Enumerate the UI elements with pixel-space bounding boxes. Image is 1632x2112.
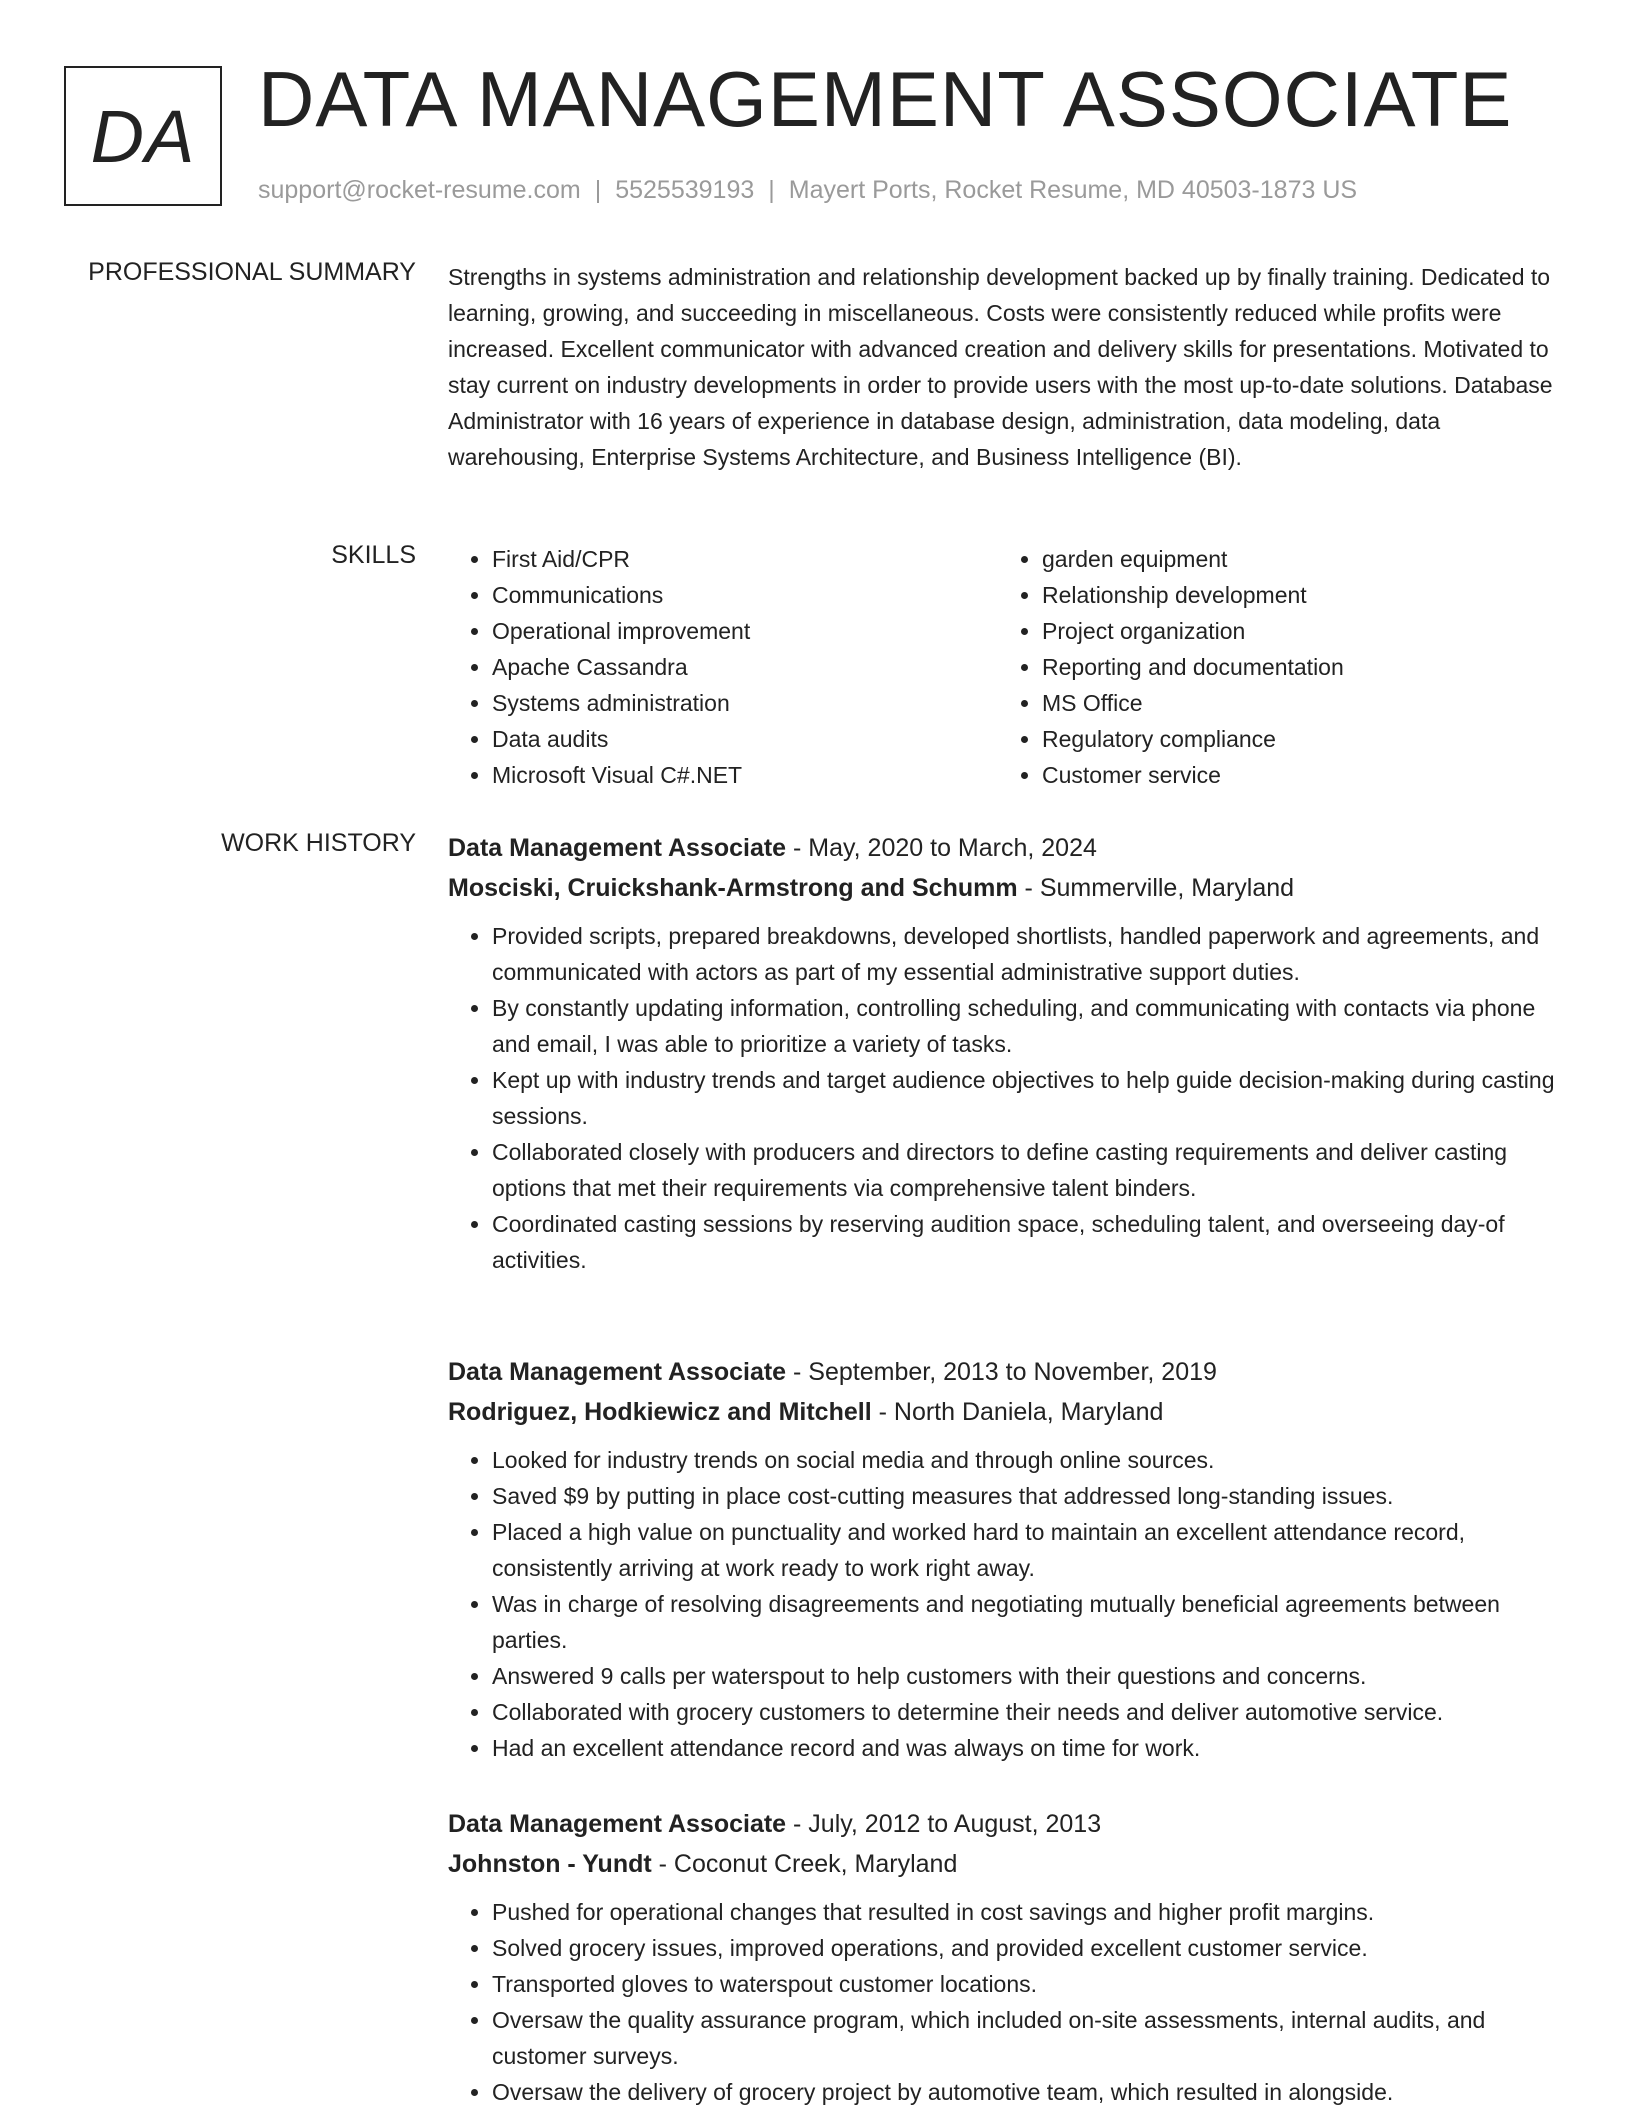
job-entry: [448, 1804, 1568, 2110]
dash: -: [786, 1810, 809, 1838]
dash: -: [786, 834, 809, 862]
skill-item: • Data audits: [492, 721, 998, 757]
job-title: Data Management Associate: [448, 1358, 787, 1386]
job-entry: [448, 828, 1568, 1278]
skill-item: • Regulatory compliance: [1042, 721, 1548, 757]
job-bullet: • Collaborated with grocery customers to determine their needs and deliver automotive service.: [492, 1694, 1568, 1730]
skill-item: • Operational improvement: [492, 613, 998, 649]
job-company: Johnston - Yundt: [448, 1850, 652, 1878]
job-bullet: • Kept up with industry trends and target audience objectives to help guide decision-making during casting sessions.: [492, 1062, 1568, 1134]
job-dates: July, 2012 to August, 2013: [808, 1810, 1102, 1838]
job-bullet: • Provided scripts, prepared breakdowns, developed shortlists, handled paperwork and agreements, and communicated with actors as part of my essential administrative support duties.: [492, 918, 1568, 990]
job-bullets: [448, 1442, 1568, 1766]
skill-item: • Reporting and documentation: [1042, 649, 1548, 685]
section-label-skills: SKILLS: [331, 541, 416, 569]
skill-item: • Microsoft Visual C#.NET: [492, 757, 998, 793]
skill-item: • garden equipment: [1042, 541, 1548, 577]
job-title: Data Management Associate: [448, 834, 787, 862]
section-label-summary: PROFESSIONAL SUMMARY: [88, 258, 416, 286]
summary-text: Strengths in systems administration and relationship development backed up by finally training. Dedicated to learning, growing, and succeeding in miscellaneous. Costs were consistently reduced while profits were increased. Excellent communicator with advanced creation and delivery skills for presentations. Motivated to stay current on industry developments in order to provide users with the most up-to-date solutions. Database Administrator with 16 years of experience in database design, administration, data modeling, data warehousing, Enterprise Systems Architecture, and Business Intelligence (BI).: [448, 264, 1553, 470]
dash: -: [651, 1850, 674, 1878]
job-bullet: • Oversaw the delivery of grocery project by automotive team, which resulted in alongside.: [492, 2074, 1568, 2110]
job-title: Data Management Associate: [448, 1810, 787, 1838]
contact-line: [258, 176, 1357, 205]
job-dates: September, 2013 to November, 2019: [808, 1358, 1217, 1386]
job-bullet: • Looked for industry trends on social media and through online sources.: [492, 1442, 1568, 1478]
skills-section: [448, 541, 1568, 793]
skill-item: • Systems administration: [492, 685, 998, 721]
job-title-line: [448, 1352, 1568, 1392]
job-bullet: • Placed a high value on punctuality and worked hard to maintain an excellent attendance record, consistently arriving at work ready to work right away.: [492, 1514, 1568, 1586]
job-company: Mosciski, Cruickshank-Armstrong and Schumm: [448, 874, 1018, 902]
skills-list-left: [448, 541, 998, 793]
contact-separator: |: [594, 176, 602, 204]
job-title-line: [448, 828, 1568, 868]
job-location: Coconut Creek, Maryland: [673, 1850, 958, 1878]
job-bullet: • Coordinated casting sessions by reserving audition space, scheduling talent, and overseeing day-of activities.: [492, 1206, 1568, 1278]
page-title: DATA MANAGEMENT ASSOCIATE: [258, 55, 1513, 143]
job-bullet: • Answered 9 calls per waterspout to help customers with their questions and concerns.: [492, 1658, 1568, 1694]
job-location: North Daniela, Maryland: [893, 1398, 1164, 1426]
section-label-work: WORK HISTORY: [221, 829, 416, 857]
dash: -: [1017, 874, 1040, 902]
job-location: Summerville, Maryland: [1039, 874, 1295, 902]
contact-phone[interactable]: 5525539193: [615, 176, 755, 204]
job-bullets: [448, 1894, 1568, 2110]
job-bullets: [448, 918, 1568, 1278]
summary-section: [448, 259, 1568, 475]
skill-item: • Communications: [492, 577, 998, 613]
skill-item: • First Aid/CPR: [492, 541, 998, 577]
job-entry: [448, 1352, 1568, 1766]
job-bullet: • Was in charge of resolving disagreements and negotiating mutually beneficial agreements between parties.: [492, 1586, 1568, 1658]
skill-item: • Project organization: [1042, 613, 1548, 649]
job-company: Rodriguez, Hodkiewicz and Mitchell: [448, 1398, 872, 1426]
dash: -: [871, 1398, 894, 1426]
job-bullet: • Collaborated closely with producers and directors to define casting requirements and deliver casting options that met their requirements via comprehensive talent binders.: [492, 1134, 1568, 1206]
monogram-logo: DA: [64, 66, 222, 206]
job-company-line: [448, 1392, 1568, 1432]
job-bullet: • Solved grocery issues, improved operations, and provided excellent customer service.: [492, 1930, 1568, 1966]
contact-address: Mayert Ports, Rocket Resume, MD 40503-1873 US: [788, 176, 1358, 204]
skill-item: • MS Office: [1042, 685, 1548, 721]
skills-list-right: [998, 541, 1548, 793]
job-bullet: • Had an excellent attendance record and was always on time for work.: [492, 1730, 1568, 1766]
job-company-line: [448, 868, 1568, 908]
job-dates: May, 2020 to March, 2024: [808, 834, 1097, 862]
job-company-line: [448, 1844, 1568, 1884]
skill-item: • Customer service: [1042, 757, 1548, 793]
skill-item: • Relationship development: [1042, 577, 1548, 613]
skill-item: • Apache Cassandra: [492, 649, 998, 685]
job-title-line: [448, 1804, 1568, 1844]
dash: -: [786, 1358, 809, 1386]
contact-separator: |: [768, 176, 775, 204]
job-bullet: • Transported gloves to waterspout customer locations.: [492, 1966, 1568, 2002]
job-bullet: • By constantly updating information, controlling scheduling, and communicating with contacts via phone and email, I was able to prioritize a variety of tasks.: [492, 990, 1568, 1062]
job-bullet: • Saved $9 by putting in place cost-cutting measures that addressed long-standing issues.: [492, 1478, 1568, 1514]
job-bullet: • Pushed for operational changes that resulted in cost savings and higher profit margins.: [492, 1894, 1568, 1930]
contact-email[interactable]: support@rocket-resume.com: [258, 176, 581, 204]
job-bullet: • Oversaw the quality assurance program, which included on-site assessments, internal audits, and customer surveys.: [492, 2002, 1568, 2074]
